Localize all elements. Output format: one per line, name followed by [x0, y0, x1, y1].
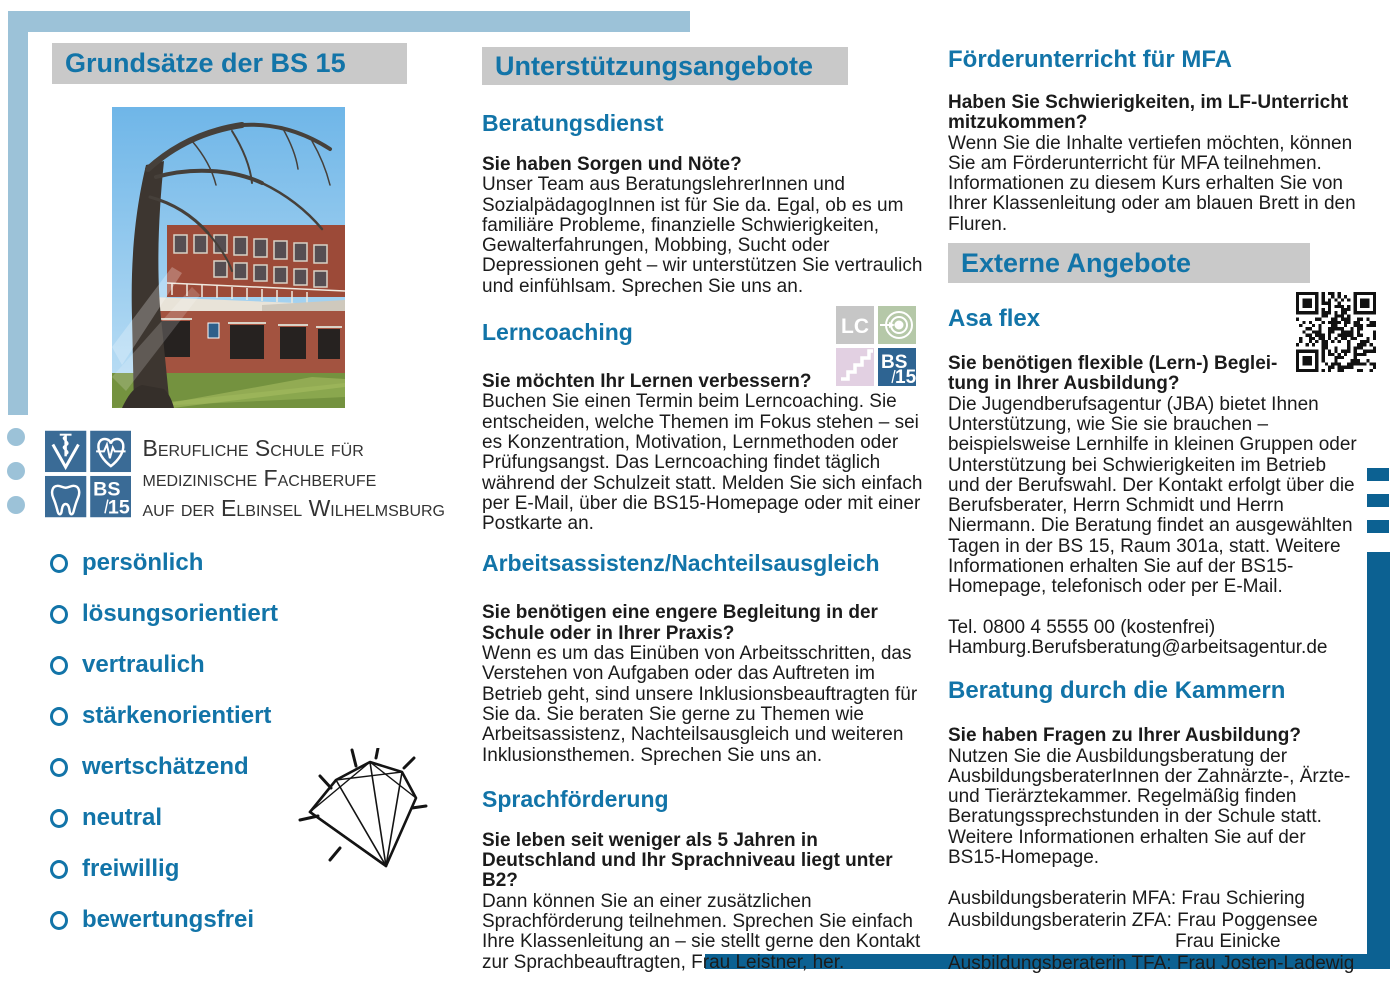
- principle-label: lösungsorientiert: [82, 600, 279, 627]
- principle-item: [50, 550, 350, 576]
- principle-label: neutral: [82, 804, 163, 831]
- accent-dot: [7, 462, 25, 480]
- middle-header-title: Unterstützungsangebote: [495, 50, 814, 81]
- section-body: Dann können Sie an einer zusätzlichen Sprachförderung teilnehmen. Sprechen Sie einfach Ihre Klassenleitung an – sie stellt gerne den Kontakt zur Sprachbeauftragten, Frau Leistner, her.: [482, 890, 921, 973]
- asa-phone: Tel. 0800 4 5555 00 (kostenfrei): [948, 616, 1216, 638]
- top-accent-bar: [8, 11, 690, 32]
- section-question: Sie möchten Ihr Lernen verbessern?: [482, 371, 812, 393]
- section-body: Unser Team aus BeratungslehrerInnen und SozialpädagogInnen ist für Sie da. Egal, ob es um familiäre Probleme, finanzielle Schwierigkeiten, Gewalterfahrungen, Mobbing, Sucht oder Depressionen geht – wir unterstützen Sie vertraulich und einfühlsam. Sprechen Sie uns an.: [482, 174, 923, 297]
- principle-item: [50, 703, 350, 729]
- circle-bullet-icon: [50, 707, 68, 726]
- kammern-title: Beratung durch die Kammern: [948, 677, 1286, 705]
- externe-header-box: [948, 243, 1310, 283]
- circle-bullet-icon: [50, 809, 68, 828]
- principle-item: [50, 652, 350, 678]
- section-arbeitsassistenz: [482, 550, 924, 765]
- school-logo-tiles: [45, 430, 131, 518]
- principle-label: freiwillig: [82, 855, 180, 882]
- externe-header-title: Externe Angebote: [961, 247, 1192, 278]
- accent-square: [1367, 494, 1389, 507]
- advisor-list: [948, 888, 1360, 974]
- principle-label: bewertungsfrei: [82, 906, 255, 933]
- circle-bullet-icon: [50, 656, 68, 675]
- left-header-box: [52, 43, 407, 84]
- left-accent-bar: [8, 11, 28, 415]
- section-body: Wenn es um das Einüben von Arbeitsschritten, das Verstehen von Aufgaben oder das Auftreten im Betrieb geht, sind unsere Inklusionsbeauftragten für Sie da. Sie beraten Sie gerne zu Themen wie Arbeitsassistenz, Nachteilsausgleich und weiteren Inklusionsthemen. Sprechen Sie uns an.: [482, 643, 918, 766]
- middle-header-box: [482, 47, 848, 85]
- lc-15-text: 15: [895, 367, 916, 386]
- school-name-line1: Berufliche Schule für: [142, 435, 364, 461]
- section-beratungsdienst: [482, 110, 924, 297]
- school-logo-text: [142, 430, 445, 530]
- circle-bullet-icon: [50, 860, 68, 879]
- school-building-photo: [112, 107, 345, 408]
- advisor-line: Ausbildungsberaterin MFA: Frau Schiering: [948, 888, 1305, 910]
- accent-dot: [7, 428, 25, 446]
- section-title: Arbeitsassistenz/Nachteilsausgleich: [482, 550, 880, 577]
- circle-bullet-icon: [50, 758, 68, 777]
- advisor-line: Frau Einicke: [1175, 931, 1281, 953]
- school-name-line3: auf der Elbinsel Wilhelmsburg: [142, 495, 445, 521]
- kammern-question: Sie haben Fragen zu Ihrer Ausbildung?: [948, 725, 1301, 747]
- diamond-sketch-icon: [298, 748, 428, 873]
- principle-item: [50, 601, 350, 627]
- principle-label: stärkenorientiert: [82, 702, 272, 729]
- qr-code: [1296, 292, 1376, 372]
- section-title: Lerncoaching: [482, 319, 633, 346]
- middle-column: [482, 47, 924, 973]
- asa-question-line2: tung in Ihrer Ausbildung?: [948, 373, 1180, 395]
- section-title: Beratungsdienst: [482, 110, 664, 136]
- principle-label: wertschätzend: [82, 753, 249, 780]
- asa-body: Die Jugendberufsagentur (JBA) bietet Ihnen Unterstützung, wie Sie sie brauchen – beispielsweise Lernhilfe in kleinen Gruppen oder Unterstützung bei Schwierigkeiten im Betrieb und der Berufswahl. Der Kontakt erfolgt über die Berufsberater, Herrn Schmidt und Herrn Niermann. Die Beratung findet an ausgewählten Tagen in der BS 15, Raum 301a, statt. Weitere Informationen erhalten Sie auf der BS15-Homepage, telefonisch oder per E-Mail.: [948, 393, 1357, 598]
- principle-item: [50, 907, 350, 933]
- section-sprachfoerderung: [482, 786, 924, 973]
- circle-bullet-icon: [50, 554, 68, 573]
- accent-dot: [7, 496, 25, 514]
- circle-bullet-icon: [50, 605, 68, 624]
- mfa-body: Wenn Sie die Inhalte vertiefen möchten, können Sie am Förderunterricht für MFA teilnehmen. Informationen zu diesem Kurs erhalten Sie von Ihrer Klassenleitung oder am blauen Brett in den Fluren.: [948, 132, 1356, 235]
- right-accent-bar: [1367, 552, 1390, 969]
- asa-title: Asa flex: [948, 305, 1041, 333]
- section-title: Sprachförderung: [482, 785, 669, 812]
- school-logo-15-text: 15: [107, 496, 130, 518]
- left-header-title: Grundsätze der BS 15: [65, 48, 346, 78]
- section-body: Buchen Sie einen Termin beim Lerncoaching. Sie entscheiden, welche Themen im Fokus stehen – sei es Konzentration, Motivation, Lernmethoden oder Prüfungsangst. Das Lerncoaching findet täglich während der Schulzeit statt. Melden Sie sich einfach per E-Mail, über die BS15-Homepage oder mit einer Postkarte an.: [482, 391, 923, 535]
- advisor-line: Ausbildungsberaterin ZFA: Frau Poggensee: [948, 909, 1318, 931]
- principle-label: persönlich: [82, 549, 204, 576]
- circle-bullet-icon: [50, 911, 68, 930]
- advisor-line: Ausbildungsberaterin TFA: Frau Josten-Ladewig: [948, 952, 1355, 974]
- lc-bs-text: BS: [881, 352, 908, 373]
- school-name-line2: medizinische Fachberufe: [142, 465, 377, 491]
- section-question: Sie benötigen eine engere Begleitung in der Schule oder in Ihrer Praxis?: [482, 602, 878, 644]
- mfa-question: Haben Sie Schwierigkeiten, im LF-Unterricht mitzukommen?: [948, 92, 1349, 134]
- accent-square: [1367, 520, 1389, 533]
- school-logo-bs-text: BS: [93, 478, 121, 501]
- kammern-body: Nutzen Sie die Ausbildungsberatung der AusbildungsberaterInnen der Zahnärzte-, Ärzte- und Tierärztekammer. Regelmäßig finden Beratungssprechstunden in der Schule statt. Weitere Informationen erhalten Sie auf der BS15-Homepage.: [948, 745, 1351, 869]
- right-column: [948, 45, 1360, 974]
- asa-email: Hamburg.Berufsberatung@arbeitsagentur.de: [948, 636, 1328, 658]
- asa-question-line1: Sie benötigen flexible (Lern-) Beglei-: [948, 353, 1278, 375]
- section-question: Sie haben Sorgen und Nöte?: [482, 154, 742, 175]
- lc-text: LC: [841, 315, 869, 338]
- accent-square: [1367, 468, 1389, 481]
- section-question: Sie leben seit weniger als 5 Jahren in Deutschland und Ihr Sprachniveau liegt unter B2?: [482, 829, 893, 892]
- school-logo: [45, 430, 445, 530]
- mfa-title: Förderunterricht für MFA: [948, 46, 1233, 73]
- lerncoaching-logo: [836, 306, 916, 386]
- principle-label: vertraulich: [82, 651, 205, 678]
